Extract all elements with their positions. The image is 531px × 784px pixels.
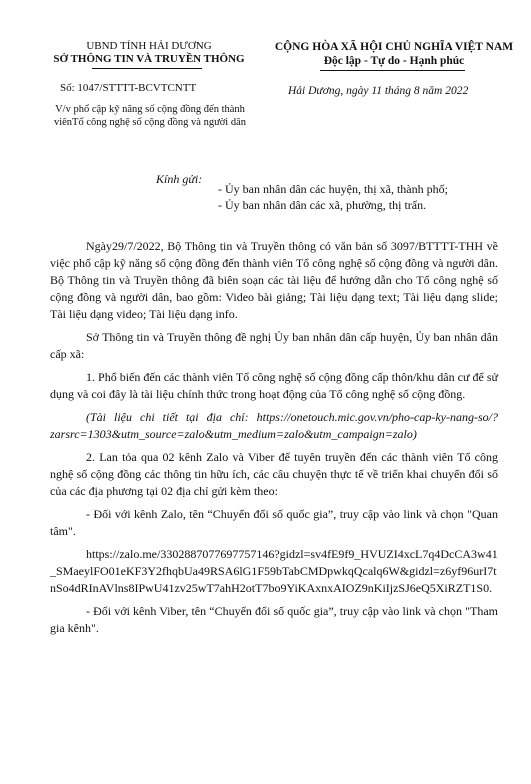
paragraph-viber: - Đối với kênh Viber, tên “Chuyển đổi số quốc gia”, truy cập vào link và chọn "Tham gia kênh". [50,604,498,635]
document-number: Số: 1047/STTTT-BCVTCNTT [60,82,197,94]
paragraph-zalo: - Đối với kênh Zalo, tên “Chuyển đổi số quốc gia”, truy cập vào link và chọn "Quan tâm". [50,507,498,538]
motto-underline [320,70,465,71]
issuer-block [44,40,254,66]
document-subject [30,103,270,129]
nation-title: CỘNG HÒA XÃ HỘI CHỦ NGHĨA VIỆT NAM [274,41,514,53]
recipient-list [218,181,448,213]
paragraph-intro: Ngày29/7/2022, Bộ Thông tin và Truyền thông có văn bản số 3097/BTTTT-THH về việc phổ cập kỹ năng số cộng đồng đến thành viên Tổ công nghệ số cộng đồng và người dân. Bộ Thông tin và Truyền thông đã biên soạn các tài liệu để hướng dẫn cho Tổ công nghệ số cộng đồng và người dân, bao gồm: Video bài giảng; Tài liệu dạng text; Tài liệu dạng slide; Tài liệu dạng video; Tài liệu dạng info. [50,239,498,321]
issuer-department: SỞ THÔNG TIN VÀ TRUYỀN THÔNG [53,53,245,65]
zalo-link[interactable]: https://zalo.me/3302887077697757146?gidzl=sv4fE9f9_HVUZI4xcL7q4DcCA3w41_SMaeylFO01eKF3Y2fhqbUa49RSA6lG1F59bTabCMDpwkqQcalq6W&gidzl=z6yf96urI7tnSo4dRInAVlns8IPwU41zv25wT7ahH2otT7bo9YiKAxnxAIOZ9nKiIjzSJ6eQ5XiRZT1S0. [50,547,498,595]
recipient-item: - Ủy ban nhân dân các xã, phường, thị trấn. [218,198,427,212]
paragraph-document-link[interactable]: (Tài liệu chi tiết tại địa chỉ: https://onetouch.mic.gov.vn/pho-cap-ky-nang-so/?zarsrc=1303&utm_source=zalo&utm_medium=zalo&utm_campaign=zalo) [50,410,498,441]
document-body [50,238,498,643]
subject-line-1: V/v phổ cập kỹ năng số cộng đồng đến thành [55,104,245,115]
subject-line-2: viênTổ công nghệ số cộng đồng và người dân [53,117,247,128]
paragraph-item-2: 2. Lan tỏa qua 02 kênh Zalo và Viber để tuyên truyền đến các thành viên Tổ công nghệ số cộng đồng các thông tin hữu ích, các câu chuyện thực tế về triển khai chuyển đổi số của các địa phương tại 02 địa chỉ gửi kèm theo: [50,450,498,498]
issuer-province: UBND TỈNH HẢI DƯƠNG [86,40,212,52]
paragraph-request: Sở Thông tin và Truyền thông đề nghị Ủy ban nhân dân cấp huyện, Ủy ban nhân dân cấp xã: [50,330,498,361]
date-place: Hải Dương, ngày 11 tháng 8 năm 2022 [288,85,469,97]
national-motto: Độc lập - Tự do - Hạnh phúc [323,55,465,67]
issuer-underline [92,68,202,69]
greeting-label: Kính gửi: [156,172,203,186]
recipient-item: - Ủy ban nhân dân các huyện, thị xã, thành phố; [218,182,448,196]
national-header [262,40,526,68]
paragraph-item-1: 1. Phổ biến đến các thành viên Tổ công nghệ số cộng đồng cấp thôn/khu dân cư để sử dụng và coi đây là tài liệu chính thức trong hoạt động của Tổ công nghệ số cộng đồng. [50,370,498,401]
